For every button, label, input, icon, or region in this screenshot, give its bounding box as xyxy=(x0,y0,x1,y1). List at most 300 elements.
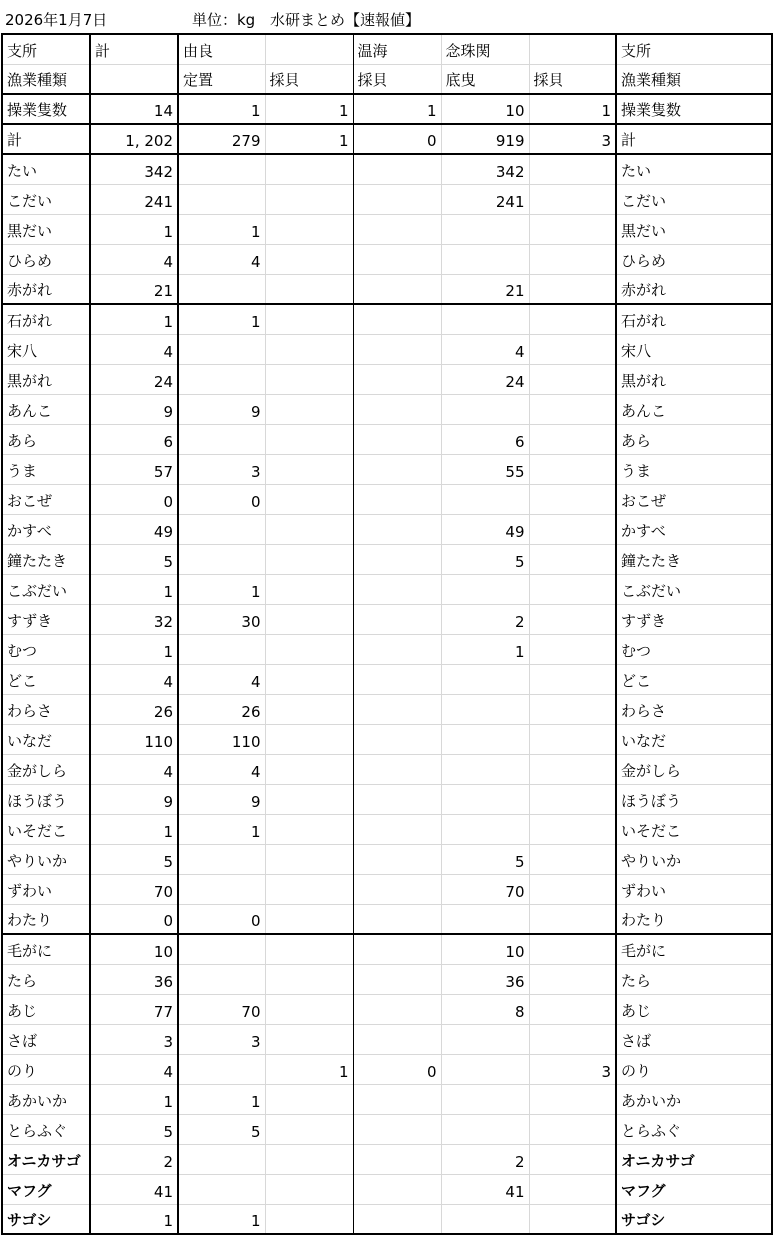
value-cell xyxy=(178,934,265,964)
species-label: ひらめ xyxy=(2,244,90,274)
total-cell: 10 xyxy=(90,934,178,964)
value-cell xyxy=(353,244,441,274)
value-cell xyxy=(353,334,441,364)
species-label: さば xyxy=(2,1024,90,1054)
value-cell: 9 xyxy=(178,784,265,814)
value-cell: 1 xyxy=(178,1084,265,1114)
species-label: ほうぼう xyxy=(2,784,90,814)
value-cell xyxy=(529,784,616,814)
value-cell: 1 xyxy=(529,94,616,124)
value-cell xyxy=(178,274,265,304)
value-cell: 1 xyxy=(178,304,265,334)
value-cell: 0 xyxy=(353,1054,441,1084)
unit-label: 単位：kg xyxy=(192,11,256,29)
value-cell xyxy=(441,724,529,754)
value-cell xyxy=(529,1204,616,1234)
table-row xyxy=(2,424,772,454)
value-cell xyxy=(178,544,265,574)
value-cell xyxy=(353,214,441,244)
value-cell xyxy=(178,514,265,544)
species-label-right: わたり xyxy=(616,904,772,934)
value-cell xyxy=(353,154,441,184)
value-cell: 5 xyxy=(441,544,529,574)
total-cell: 9 xyxy=(90,784,178,814)
value-cell: 49 xyxy=(441,514,529,544)
total-cell: 0 xyxy=(90,904,178,934)
species-label-right: あじ xyxy=(616,994,772,1024)
value-cell xyxy=(353,604,441,634)
value-cell xyxy=(265,274,353,304)
value-cell xyxy=(441,1204,529,1234)
species-label-right: やりいか xyxy=(616,844,772,874)
value-cell: 2 xyxy=(441,1144,529,1174)
value-cell xyxy=(529,1024,616,1054)
value-cell: 1 xyxy=(178,1204,265,1234)
value-cell xyxy=(265,964,353,994)
value-cell xyxy=(353,874,441,904)
species-label-right: かすべ xyxy=(616,514,772,544)
species-label: 宋八 xyxy=(2,334,90,364)
value-cell: 0 xyxy=(178,484,265,514)
total-cell: 2 xyxy=(90,1144,178,1174)
value-cell xyxy=(529,694,616,724)
species-label: いそだこ xyxy=(2,814,90,844)
value-cell: 241 xyxy=(441,184,529,214)
total-cell: 110 xyxy=(90,724,178,754)
total-cell: 5 xyxy=(90,1114,178,1144)
species-label-right: 宋八 xyxy=(616,334,772,364)
value-cell: 41 xyxy=(441,1174,529,1204)
table-row xyxy=(2,574,772,604)
species-label-right: たい xyxy=(616,154,772,184)
value-cell xyxy=(265,754,353,784)
value-cell xyxy=(441,904,529,934)
table-row xyxy=(2,544,772,574)
value-cell xyxy=(265,724,353,754)
value-cell xyxy=(441,394,529,424)
species-label: かすべ xyxy=(2,514,90,544)
value-cell xyxy=(265,544,353,574)
value-cell: 110 xyxy=(178,724,265,754)
value-cell xyxy=(178,154,265,184)
value-cell xyxy=(265,784,353,814)
species-label: 黒がれ xyxy=(2,364,90,394)
total-cell: 14 xyxy=(90,94,178,124)
value-cell xyxy=(265,364,353,394)
value-cell: 0 xyxy=(178,904,265,934)
value-cell xyxy=(441,214,529,244)
value-cell: 4 xyxy=(441,334,529,364)
value-cell xyxy=(529,364,616,394)
table-row xyxy=(2,154,772,184)
value-cell: 1 xyxy=(265,124,353,154)
total-cell: 70 xyxy=(90,874,178,904)
value-cell xyxy=(529,934,616,964)
value-cell xyxy=(353,994,441,1024)
species-label-right: 金がしら xyxy=(616,754,772,784)
value-cell xyxy=(178,964,265,994)
value-cell xyxy=(178,334,265,364)
value-cell xyxy=(529,814,616,844)
value-cell: 3 xyxy=(178,1024,265,1054)
header-cell xyxy=(265,34,353,64)
header-cell: 支所 xyxy=(2,34,90,64)
header-cell: 由良 xyxy=(178,34,265,64)
table-row xyxy=(2,634,772,664)
table-row xyxy=(2,844,772,874)
row-label-right: 操業隻数 xyxy=(616,94,772,124)
value-cell: 279 xyxy=(178,124,265,154)
table-row xyxy=(2,244,772,274)
table-row xyxy=(2,514,772,544)
header-row-branch xyxy=(2,34,772,64)
value-cell xyxy=(353,274,441,304)
species-label: いなだ xyxy=(2,724,90,754)
table-row xyxy=(2,1144,772,1174)
value-cell: 70 xyxy=(178,994,265,1024)
table-row xyxy=(2,604,772,634)
species-label: 鐘たたき xyxy=(2,544,90,574)
total-cell: 4 xyxy=(90,244,178,274)
table-row xyxy=(2,334,772,364)
value-cell xyxy=(178,1144,265,1174)
value-cell xyxy=(441,304,529,334)
value-cell xyxy=(265,934,353,964)
value-cell xyxy=(441,574,529,604)
value-cell xyxy=(265,814,353,844)
species-label-right: うま xyxy=(616,454,772,484)
species-label-right: いなだ xyxy=(616,724,772,754)
total-cell: 0 xyxy=(90,484,178,514)
value-cell xyxy=(353,484,441,514)
species-label-right: 黒だい xyxy=(616,214,772,244)
value-cell xyxy=(353,364,441,394)
species-label: 金がしら xyxy=(2,754,90,784)
total-cell: 32 xyxy=(90,604,178,634)
value-cell: 8 xyxy=(441,994,529,1024)
total-cell: 49 xyxy=(90,514,178,544)
species-label: こぶだい xyxy=(2,574,90,604)
table-row xyxy=(2,1174,772,1204)
species-label-right: ほうぼう xyxy=(616,784,772,814)
value-cell xyxy=(178,1174,265,1204)
value-cell: 9 xyxy=(178,394,265,424)
total-cell: 41 xyxy=(90,1174,178,1204)
header-cell: 採貝 xyxy=(353,64,441,94)
value-cell xyxy=(265,604,353,634)
table-row xyxy=(2,214,772,244)
value-cell xyxy=(441,484,529,514)
value-cell xyxy=(265,1174,353,1204)
total-cell: 1 xyxy=(90,574,178,604)
value-cell xyxy=(441,244,529,274)
value-cell xyxy=(353,304,441,334)
species-label-right: 赤がれ xyxy=(616,274,772,304)
species-label: あじ xyxy=(2,994,90,1024)
table-row xyxy=(2,1024,772,1054)
value-cell xyxy=(529,1114,616,1144)
species-label-right: あんこ xyxy=(616,394,772,424)
value-cell xyxy=(353,1084,441,1114)
value-cell xyxy=(265,874,353,904)
value-cell xyxy=(529,394,616,424)
total-cell: 6 xyxy=(90,424,178,454)
total-cell: 77 xyxy=(90,994,178,1024)
species-label-right: さば xyxy=(616,1024,772,1054)
value-cell xyxy=(265,304,353,334)
value-cell xyxy=(265,1084,353,1114)
species-label-right: すずき xyxy=(616,604,772,634)
species-label: あかいか xyxy=(2,1084,90,1114)
total-cell: 9 xyxy=(90,394,178,424)
species-label: オニカサゴ xyxy=(2,1144,90,1174)
value-cell xyxy=(441,1024,529,1054)
value-cell xyxy=(265,1204,353,1234)
value-cell xyxy=(178,424,265,454)
value-cell xyxy=(353,184,441,214)
species-label-right: いそだこ xyxy=(616,814,772,844)
value-cell xyxy=(529,664,616,694)
total-cell: 5 xyxy=(90,844,178,874)
value-cell xyxy=(353,1114,441,1144)
value-cell: 1 xyxy=(178,814,265,844)
table-row xyxy=(2,454,772,484)
value-cell xyxy=(265,334,353,364)
report-date: 2026年1月7日 xyxy=(5,11,108,29)
total-cell: 1 xyxy=(90,304,178,334)
value-cell: 36 xyxy=(441,964,529,994)
species-label-right: 黒がれ xyxy=(616,364,772,394)
species-label-right: 鐘たたき xyxy=(616,544,772,574)
species-label: とらふぐ xyxy=(2,1114,90,1144)
value-cell: 5 xyxy=(178,1114,265,1144)
value-cell: 1 xyxy=(178,214,265,244)
table-row xyxy=(2,1114,772,1144)
value-cell xyxy=(353,574,441,604)
table-row xyxy=(2,964,772,994)
value-cell xyxy=(529,244,616,274)
value-cell xyxy=(529,184,616,214)
value-cell: 3 xyxy=(529,124,616,154)
total-cell: 21 xyxy=(90,274,178,304)
species-label: 黒だい xyxy=(2,214,90,244)
value-cell: 4 xyxy=(178,664,265,694)
value-cell xyxy=(441,1114,529,1144)
value-cell xyxy=(265,484,353,514)
value-cell xyxy=(178,1054,265,1084)
table-row xyxy=(2,364,772,394)
value-cell xyxy=(441,754,529,784)
value-cell: 10 xyxy=(441,94,529,124)
value-cell: 30 xyxy=(178,604,265,634)
value-cell xyxy=(529,154,616,184)
species-label: どこ xyxy=(2,664,90,694)
value-cell xyxy=(353,1174,441,1204)
table-row xyxy=(2,754,772,784)
value-cell xyxy=(265,844,353,874)
species-label: マフグ xyxy=(2,1174,90,1204)
value-cell xyxy=(265,694,353,724)
value-cell xyxy=(353,784,441,814)
table-row xyxy=(2,304,772,334)
total-cell: 1 xyxy=(90,1084,178,1114)
value-cell xyxy=(529,634,616,664)
summary-row xyxy=(2,94,772,124)
species-label: あんこ xyxy=(2,394,90,424)
table-row xyxy=(2,1204,772,1234)
species-label-right: 石がれ xyxy=(616,304,772,334)
table-row xyxy=(2,394,772,424)
value-cell: 26 xyxy=(178,694,265,724)
species-label: 毛がに xyxy=(2,934,90,964)
value-cell xyxy=(265,514,353,544)
value-cell xyxy=(353,424,441,454)
value-cell xyxy=(529,844,616,874)
species-label: ずわい xyxy=(2,874,90,904)
species-label-right: あら xyxy=(616,424,772,454)
value-cell xyxy=(353,694,441,724)
value-cell xyxy=(265,994,353,1024)
total-cell: 5 xyxy=(90,544,178,574)
species-label: たら xyxy=(2,964,90,994)
value-cell xyxy=(441,814,529,844)
value-cell xyxy=(178,874,265,904)
value-cell: 1 xyxy=(265,1054,353,1084)
table-row xyxy=(2,484,772,514)
value-cell xyxy=(265,394,353,424)
value-cell xyxy=(529,1084,616,1114)
value-cell xyxy=(178,364,265,394)
value-cell xyxy=(529,454,616,484)
value-cell xyxy=(529,334,616,364)
row-label: 計 xyxy=(2,124,90,154)
row-label-right: 計 xyxy=(616,124,772,154)
value-cell: 1 xyxy=(265,94,353,124)
value-cell: 342 xyxy=(441,154,529,184)
table-row xyxy=(2,724,772,754)
value-cell xyxy=(353,394,441,424)
value-cell xyxy=(441,694,529,724)
header-cell: 漁業種類 xyxy=(616,64,772,94)
total-cell: 3 xyxy=(90,1024,178,1054)
species-label-right: どこ xyxy=(616,664,772,694)
value-cell xyxy=(353,754,441,784)
species-label-right: 毛がに xyxy=(616,934,772,964)
table-row xyxy=(2,274,772,304)
table-row xyxy=(2,664,772,694)
value-cell xyxy=(353,544,441,574)
catch-table xyxy=(1,33,773,1235)
header-cell: 底曳 xyxy=(441,64,529,94)
value-cell xyxy=(529,484,616,514)
species-label-right: オニカサゴ xyxy=(616,1144,772,1174)
value-cell: 1 xyxy=(353,94,441,124)
value-cell xyxy=(353,814,441,844)
value-cell xyxy=(265,1024,353,1054)
header-cell: 採貝 xyxy=(265,64,353,94)
header-cell: 温海 xyxy=(353,34,441,64)
value-cell xyxy=(178,184,265,214)
value-cell: 24 xyxy=(441,364,529,394)
total-cell: 24 xyxy=(90,364,178,394)
value-cell: 21 xyxy=(441,274,529,304)
species-label: わたり xyxy=(2,904,90,934)
species-label: 石がれ xyxy=(2,304,90,334)
value-cell xyxy=(353,964,441,994)
value-cell: 919 xyxy=(441,124,529,154)
value-cell xyxy=(353,724,441,754)
value-cell xyxy=(441,784,529,814)
value-cell xyxy=(265,454,353,484)
total-cell: 4 xyxy=(90,1054,178,1084)
table-row xyxy=(2,184,772,214)
value-cell: 6 xyxy=(441,424,529,454)
species-label-right: おこぜ xyxy=(616,484,772,514)
value-cell: 55 xyxy=(441,454,529,484)
value-cell xyxy=(529,514,616,544)
value-cell xyxy=(353,1024,441,1054)
table-row xyxy=(2,814,772,844)
species-label: むつ xyxy=(2,634,90,664)
species-label-right: ひらめ xyxy=(616,244,772,274)
value-cell xyxy=(353,514,441,544)
value-cell xyxy=(265,244,353,274)
species-label-right: こだい xyxy=(616,184,772,214)
value-cell xyxy=(265,904,353,934)
species-label-right: わらさ xyxy=(616,694,772,724)
species-label: こだい xyxy=(2,184,90,214)
value-cell xyxy=(353,844,441,874)
value-cell xyxy=(529,544,616,574)
species-label-right: のり xyxy=(616,1054,772,1084)
value-cell xyxy=(353,934,441,964)
value-cell xyxy=(353,1144,441,1174)
value-cell xyxy=(265,154,353,184)
total-cell: 1 xyxy=(90,814,178,844)
value-cell xyxy=(353,454,441,484)
value-cell xyxy=(178,634,265,664)
value-cell xyxy=(441,1084,529,1114)
value-cell xyxy=(265,424,353,454)
value-cell xyxy=(265,664,353,694)
value-cell xyxy=(529,874,616,904)
value-cell xyxy=(529,964,616,994)
species-label: やりいか xyxy=(2,844,90,874)
value-cell xyxy=(178,844,265,874)
species-label-right: こぶだい xyxy=(616,574,772,604)
title-row xyxy=(0,0,775,33)
value-cell xyxy=(529,1174,616,1204)
total-cell: 342 xyxy=(90,154,178,184)
value-cell xyxy=(529,574,616,604)
row-label: 操業隻数 xyxy=(2,94,90,124)
table-row xyxy=(2,784,772,814)
value-cell xyxy=(529,604,616,634)
value-cell: 3 xyxy=(529,1054,616,1084)
value-cell xyxy=(441,1054,529,1084)
summary-row xyxy=(2,124,772,154)
report-note: 水研まとめ【速報値】 xyxy=(270,11,421,29)
value-cell xyxy=(265,214,353,244)
header-row-fishery xyxy=(2,64,772,94)
table-row xyxy=(2,1084,772,1114)
header-cell xyxy=(529,34,616,64)
value-cell xyxy=(265,574,353,604)
value-cell xyxy=(529,754,616,784)
value-cell xyxy=(529,304,616,334)
species-label: わらさ xyxy=(2,694,90,724)
value-cell: 1 xyxy=(178,574,265,604)
